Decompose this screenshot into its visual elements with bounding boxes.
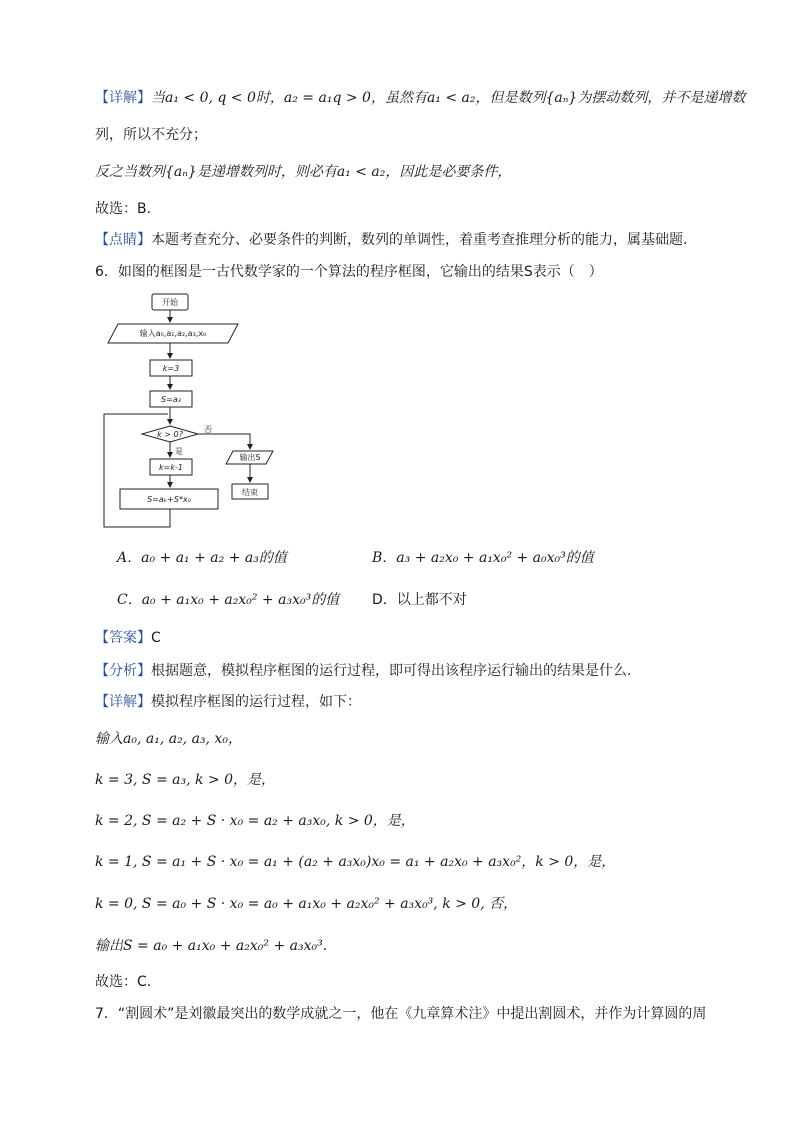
detail-tag: 【详解】 [95,90,151,106]
question6-stem: 6．如图的框图是一古代数学家的一个算法的程序框图，它输出的结果S表示（ ） [95,264,603,280]
step-line: 输出S = a₀ + a₁x₀ + a₂x₀² + a₃x₀³. [95,938,328,954]
analysis-paragraph [95,661,631,681]
answer-value: C [151,630,161,646]
condition-label: k > 0? [157,430,183,439]
step-line: k = 3, S = a₃, k > 0，是， [95,772,276,788]
answer-tag: 【答案】 [95,630,151,646]
end-label: 结束 [242,488,258,497]
detail-paragraph-q6 [95,692,361,712]
detail-paragraph-q5 [95,88,745,108]
option-d: D．以上都不对 [372,592,467,608]
answer-paragraph [95,628,161,648]
option-a: A．a₀ + a₁ + a₂ + a₃的值 [117,550,287,566]
analysis-tag: 【分析】 [95,663,151,679]
flowchart [100,288,300,538]
comment-paragraph-q5 [95,230,687,250]
analysis-text: 根据题意，模拟程序框图的运行过程，即可得出该程序运行输出的结果是什么. [151,663,632,679]
comment-tag: 【点睛】 [95,232,151,248]
question7-stem: 7．“割圆术”是刘徽最突出的数学成就之一，他在《九章算术注》中提出割圆术，并作为计算圆的周 [95,1006,707,1022]
detail-text-line1: 当a₁ < 0, q < 0时，a₂ = a₁q > 0，虽然有a₁ < a₂，但是数列{aₙ}为摆动数列，并不是递增数 [151,90,746,106]
input-label: 输入a₀,a₁,a₂,a₃,x₀ [139,329,207,338]
step-line: k = 2, S = a₂ + S · x₀ = a₂ + a₃x₀, k > 0，是， [95,813,415,829]
option-c: C．a₀ + a₁x₀ + a₂x₀² + a₃x₀³的值 [117,592,340,608]
choice-q5: 故选：B. [95,201,152,217]
step-line: k = 1, S = a₁ + S · x₀ = a₁ + (a₂ + a₃x₀)x₀ = a₁ + a₂x₀ + a₃x₀²，k > 0，是， [95,854,616,870]
option-b: B．a₃ + a₂x₀ + a₁x₀² + a₀x₀³的值 [372,550,594,566]
s-init-label: S=a₃ [161,395,181,404]
yes-label: 是 [175,447,183,456]
detail-text-q6: 模拟程序框图的运行过程，如下： [151,694,361,710]
comment-text: 本题考查充分、必要条件的判断，数列的单调性，着重考查推理分析的能力，属基础题. [151,232,688,248]
choice-q6: 故选：C. [95,974,152,990]
step-line: k = 0, S = a₀ + S · x₀ = a₀ + a₁x₀ + a₂x₀² + a₃x₀³, k > 0, 否， [95,896,518,912]
output-label: 输出S [239,453,261,462]
start-label: 开始 [162,298,178,307]
converse-text: 反之当数列{aₙ}是递增数列时，则必有a₁ < a₂，因此是必要条件， [95,164,512,180]
detail-text-line1b: 列，所以不充分； [95,127,207,143]
k-dec-label: k=k-1 [159,463,183,472]
no-label: 否 [204,425,212,434]
k-init-label: k=3 [162,364,180,373]
detail-tag-q6: 【详解】 [95,694,151,710]
step-line: 输入a₀, a₁, a₂, a₃, x₀， [95,731,242,747]
s-update-label: S=aₖ+S*x₀ [147,495,191,504]
